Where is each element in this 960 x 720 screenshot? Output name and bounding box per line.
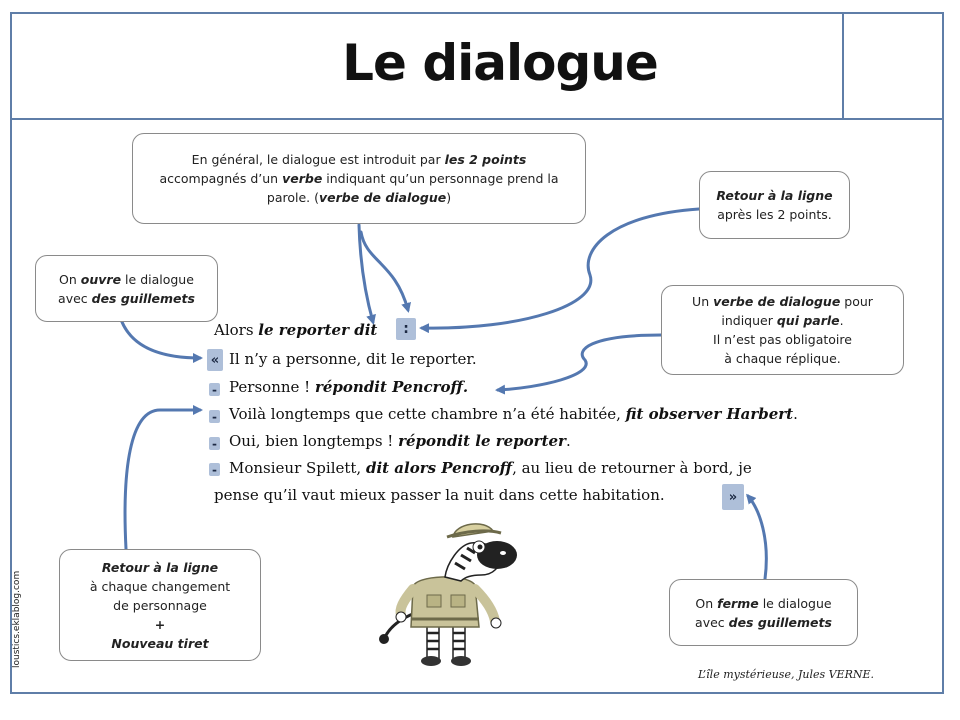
arrow-changement-to-dash — [125, 410, 200, 549]
verbe-dialogue-note: Un verbe de dialogue pour indiquer qui parle. Il n’est pas obligatoire à chaque réplique. — [661, 285, 904, 375]
reply-line-3: Voilà longtemps que cette chambre n’a été habitée, fit observer Harbert. — [229, 405, 798, 423]
colon-tag: : — [396, 318, 416, 340]
reply-line-2: Personne ! répondit Pencroff. — [229, 378, 469, 396]
source-citation: L’île mystérieuse, Jules VERNE. — [698, 668, 875, 681]
arrow-retour-to-colon — [422, 209, 699, 328]
reply-line-6: pense qu’il vaut mieux passer la nuit dans cette habitation. — [214, 486, 665, 504]
reply-line-1: Il n’y a personne, dit le reporter. — [229, 350, 477, 368]
close-quote-tag: » — [722, 484, 744, 510]
page-title: Le dialogue — [342, 34, 658, 92]
dash-tag-3: - — [209, 410, 220, 423]
arrow-ferme-to-quote — [748, 496, 766, 579]
ouvre-dialogue-note: On ouvre le dialogue avec des guillemets — [35, 255, 218, 322]
dash-tag-4: - — [209, 437, 220, 450]
retour-points-note: Retour à la ligne après les 2 points. — [699, 171, 850, 239]
arrow-verbe-to-pencroff — [498, 335, 661, 390]
dash-tag-5: - — [209, 463, 220, 476]
changement-personnage-note: Retour à la ligne à chaque changement de personnage + Nouveau tiret — [59, 549, 261, 661]
dash-tag-2: - — [209, 383, 220, 396]
intro-note: En général, le dialogue est introduit par les 2 points accompagnés d’un verbe indiquant qu’un personnage prend la parole. (verbe de dialogue) — [132, 133, 586, 224]
reply-line-5: Monsieur Spilett, dit alors Pencroff, au lieu de retourner à bord, je — [229, 459, 752, 477]
intro-line: Alors le reporter dit — [214, 321, 378, 339]
ferme-dialogue-note: On ferme le dialogue avec des guillemets — [669, 579, 858, 646]
reply-line-4: Oui, bien longtemps ! répondit le reporter. — [229, 432, 571, 450]
zebra-explorer-illustration — [375, 515, 535, 675]
open-quote-tag: « — [207, 349, 223, 371]
arrow-ouvre-to-quote — [122, 322, 200, 358]
arrow-intro-to-verb — [359, 225, 373, 322]
site-credit: loustics.eklablog.com — [12, 570, 22, 668]
